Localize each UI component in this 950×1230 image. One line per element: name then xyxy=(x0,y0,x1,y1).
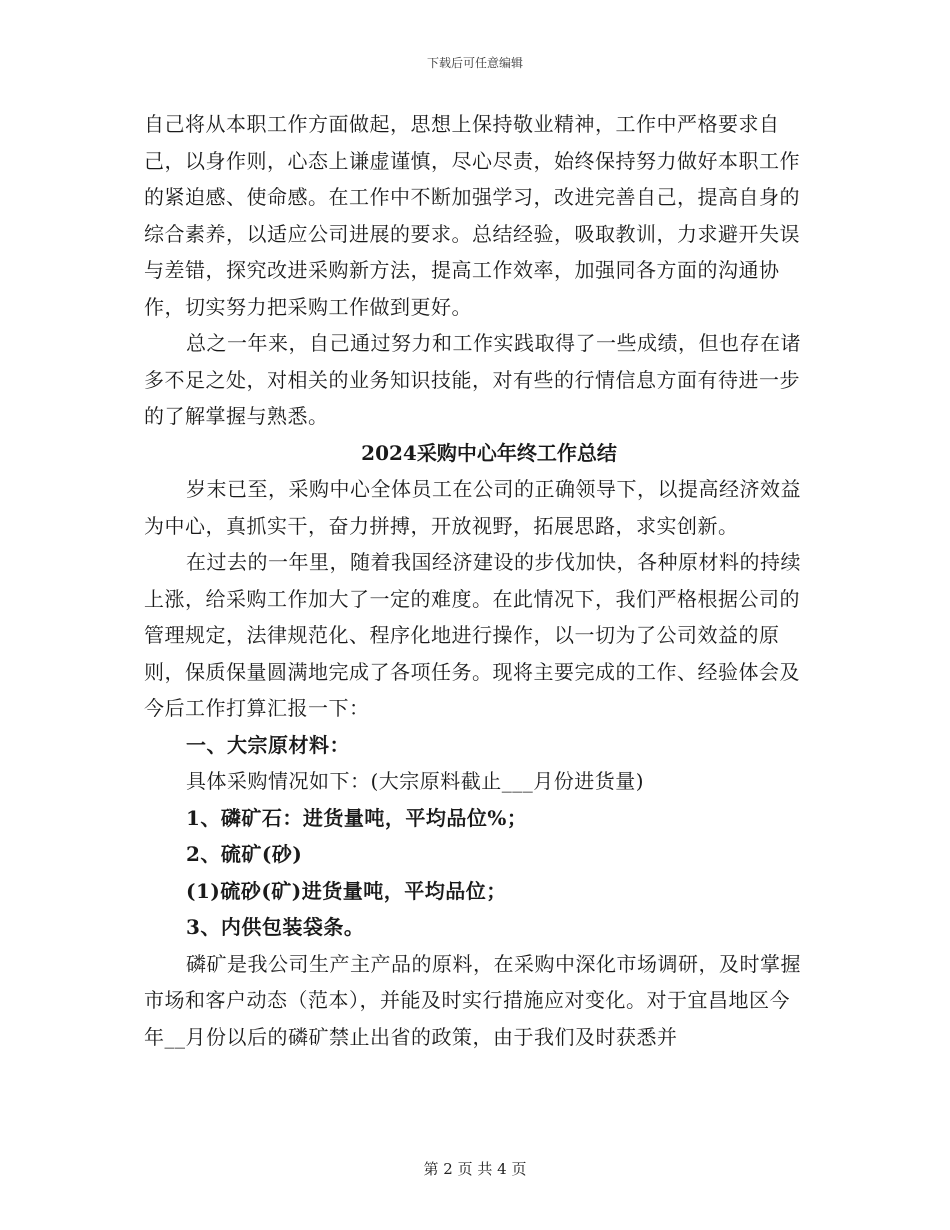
page-header-note: 下载后可任意编辑 xyxy=(426,56,523,70)
paragraph-continued: 自己将从本职工作方面做起，思想上保持敬业精神，工作中严格要求自己，以身作则，心态上谦虚谨慎，尽心尽责，始终保持努力做好本职工作的紧迫感、使命感。在工作中不断加强学习，改进完善自己，提高自身的综合素养，以适应公司进展的要求。总结经验，吸取教训，力求避开失误与差错，探究改进采购新方法，提高工作效率，加强同各方面的沟通协作，切实努力把采购工作做到更好。 xyxy=(144,112,800,319)
paragraph-phosphate-market: 磷矿是我公司生产主产品的原料，在采购中深化市场调研，及时掌握市场和客户动态（范本），并能及时实行措施应对变化。对于宜昌地区今年__月份以后的磷矿禁止出省的政策，由于我们及时获悉并 xyxy=(144,951,801,1049)
paragraph-intro: 岁末已至，采购中心全体员工在公司的正确领导下，以提高经济效益为中心，真抓实干，奋力拼搏，开放视野，拓展思路，求实创新。 xyxy=(144,477,801,538)
section-title: 2024采购中心年终工作总结 xyxy=(361,440,617,465)
paragraph-overview: 在过去的一年里，随着我国经济建设的步伐加快，各种原材料的持续上涨，给采购工作加大了一定的难度。在此情况下，我们严格根据公司的管理规定，法律规范化、程序化地进行操作，以一切为了公司效益的原则，保质保量圆满地完成了各项任务。现将主要完成的工作、经验体会及今后工作打算汇报一下： xyxy=(144,550,801,720)
list-item-packaging: 3、内供包装袋条。 xyxy=(186,915,365,939)
subheading-raw-materials: 一、大宗原材料： xyxy=(186,732,350,757)
paragraph-summary: 总之一年来，自己通过努力和工作实践取得了一些成绩，但也存在诸多不足之处，对相关的业务知识技能，对有些的行情信息方面有待进一步的了解掌握与熟悉。 xyxy=(144,331,801,428)
list-item-sulfur-sand: (1)硫砂(矿)进货量吨，平均品位； xyxy=(186,878,507,903)
document-body xyxy=(144,106,804,1055)
list-item-phosphate: 1、磷矿石：进货量吨，平均品位%； xyxy=(186,805,528,830)
list-item-sulfur: 2、硫矿(砂) xyxy=(186,842,303,866)
paragraph-procurement-details: 具体采购情况如下：(大宗原料截止___月份进货量) xyxy=(186,769,645,793)
page-number: 第 2 页 共 4 页 xyxy=(423,1160,527,1178)
